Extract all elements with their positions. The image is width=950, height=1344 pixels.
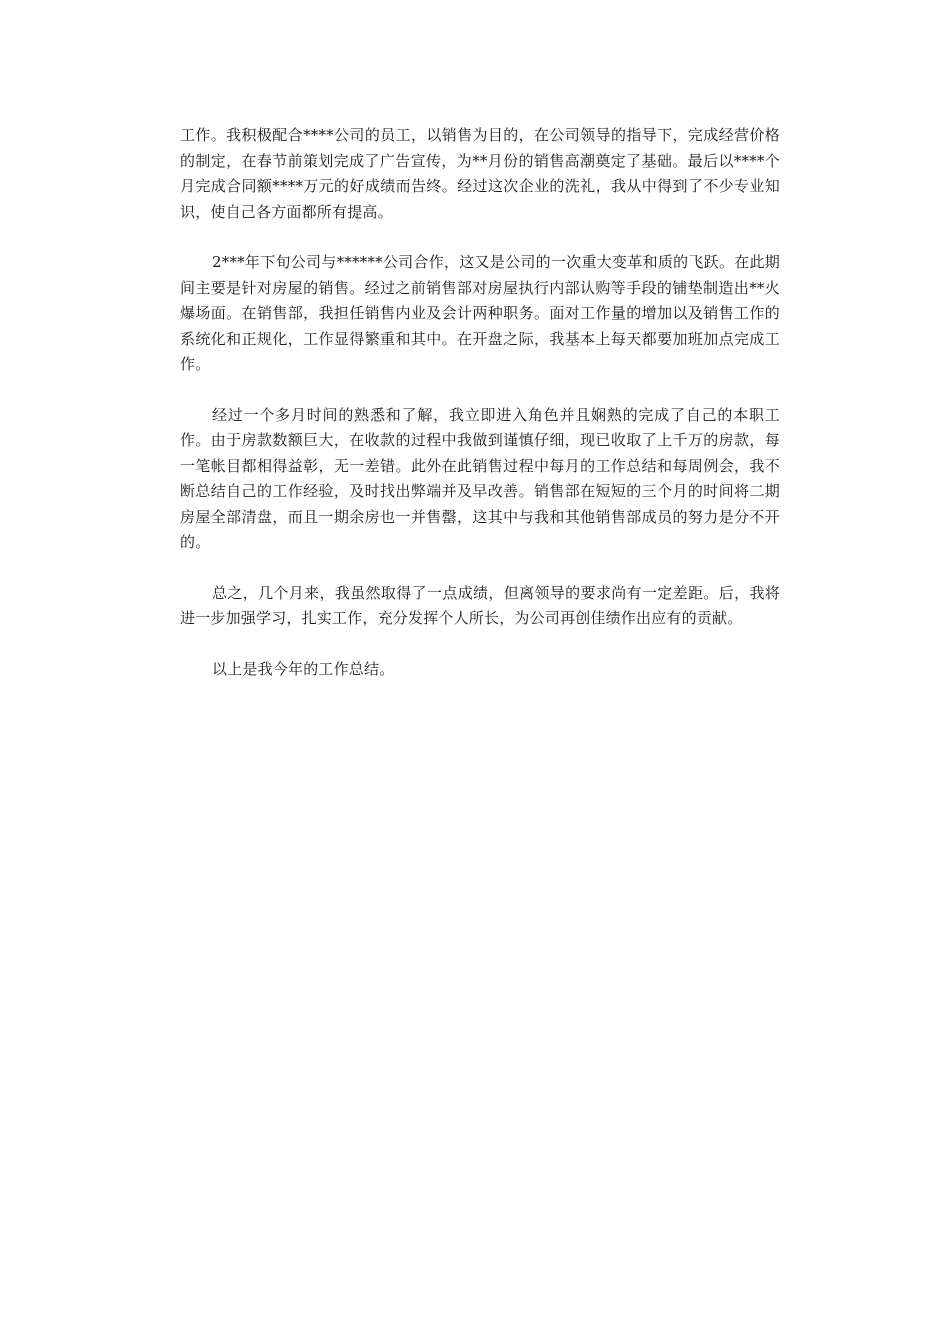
paragraph-3: 经过一个多月时间的熟悉和了解，我立即进入角色并且娴熟的完成了自己的本职工作。由于房款数额巨大，在收款的过程中我做到谨慎仔细，现已收取了上千万的房款，每一笔帐目都相得益彰，无一差错。此外在此销售过程中每月的工作总结和每周例会，我不断总结自己的工作经验，及时找出弊端并及早改善。销售部在短短的三个月的时间将二期房屋全部清盘，而且一期余房也一并售罄，这其中与我和其他销售部成员的努力是分不开的。 (180, 405, 780, 551)
paragraph-5: 以上是我今年的工作总结。 (212, 659, 395, 678)
paragraph-2: 2***年下旬公司与******公司合作，这又是公司的一次重大变革和质的飞跃。在此期间主要是针对房屋的销售。经过之前销售部对房屋执行内部认购等手段的铺垫制造出**火爆场面。在销售部，我担任销售内业及会计两种职务。面对工作量的增加以及销售工作的系统化和正规化，工作显得繁重和其中。在开盘之际，我基本上每天都要加班加点完成工作。 (180, 253, 780, 373)
paragraph-1: 工作。我积极配合****公司的员工，以销售为目的，在公司领导的指导下，完成经营价格的制定，在春节前策划完成了广告宣传，为**月份的销售高潮奠定了基础。最后以****个月完成合同额****万元的好成绩而告终。经过这次企业的洗礼，我从中得到了不少专业知识，使自己各方面都所有提高。 (180, 126, 780, 221)
document-body (180, 123, 780, 707)
paragraph-4: 总之，几个月来，我虽然取得了一点成绩，但离领导的要求尚有一定差距。后，我将进一步加强学习，扎实工作，充分发挥个人所长，为公司再创佳绩作出应有的贡献。 (180, 583, 780, 627)
